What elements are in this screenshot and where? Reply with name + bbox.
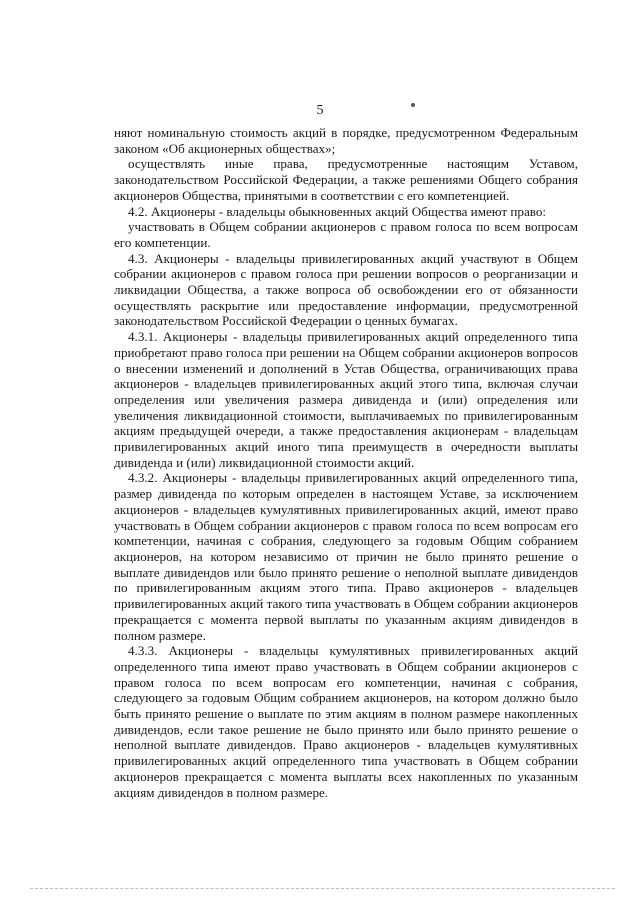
bottom-scan-line [30,888,615,889]
page-number: 5 [316,103,324,118]
paragraph-4-2-rights: участвовать в Общем собрании акционеров с правом голоса по всем вопросам его компетенции. [114,219,578,250]
paragraph-other-rights: осуществлять иные права, предусмотренные настоящим Уставом, законодательством Российской Федерации, а также решениями Общего собрания акционеров Общества, принятыми в соответствии с его компетенцией. [114,156,578,203]
paragraph-4-3-3: 4.3.3. Акционеры - владельцы кумулятивных привилегированных акций определенного типа имеют право участвовать в Общем собрании акционеров с правом голоса по всем вопросам его компетенции, начиная с собрания, следующего за годовым Общим собранием акционеров, на котором должно было быть принято решение о выплате по этим акциям в полном размере накопленных дивидендов, если такое решение не было принято или было принято решение о неполной выплате дивидендов. Право акционеров - владельцев кумулятивных привилегированных акций определенного типа участвовать в Общем собрании акционеров прекращается с момента выплаты всех накопленных по указанным акциям дивидендов в полном размере. [114,643,578,800]
paragraph-4-2: 4.2. Акционеры - владельцы обыкновенных акций Общества имеют право: [128,203,547,219]
document-body [114,125,578,800]
paragraph-4-3: 4.3. Акционеры - владельцы привилегированных акций участвуют в Общем собрании акционеров с правом голоса при решении вопросов о реорганизации и ликвидации Общества, а также вопроса об освобождении его от обязанности осуществлять раскрытие или предоставление информации, предусмотренной законодательством Российской Федерации о ценных бумагах. [114,250,578,329]
scan-artifact-dot [411,103,415,107]
paragraph-4-3-1: 4.3.1. Акционеры - владельцы привилегированных акций определенного типа приобретают право голоса при решении на Общем собрании акционеров вопросов о внесении изменений и дополнений в Устав Общества, ограничивающих права акционеров - владельцев привилегированных акций этого типа, включая случаи определения или увеличения размера дивиденда и (или) определения или увеличения ликвидационной стоимости, выплачиваемых по привилегированным акциям предыдущей очереди, а также предоставления акционерам - владельцам привилегированных акций иного типа преимуществ в очередности выплаты дивиденда и (или) ликвидационной стоимости акций. [114,329,578,470]
paragraph-continuation: няют номинальную стоимость акций в порядке, предусмотренном Федеральным законом «Об акционерных обществах»; [114,125,578,156]
paragraph-4-3-2: 4.3.2. Акционеры - владельцы привилегированных акций определенного типа, размер дивиденда по которым определен в настоящем Уставе, за исключением акционеров - владельцев кумулятивных привилегированных акций, имеют право участвовать в Общем собрании акционеров с правом голоса по всем вопросам его компетенции, начиная с собрания, следующего за годовым Общим собранием акционеров, на котором независимо от причин не было принято решение о выплате дивидендов или было принято решение о неполной выплате дивидендов по привилегированным акциям этого типа. Право акционеров - владельцев привилегированных акций такого типа участвовать в Общем собрании акционеров прекращается с момента первой выплаты по указанным акциям дивидендов в полном размере. [114,470,578,643]
